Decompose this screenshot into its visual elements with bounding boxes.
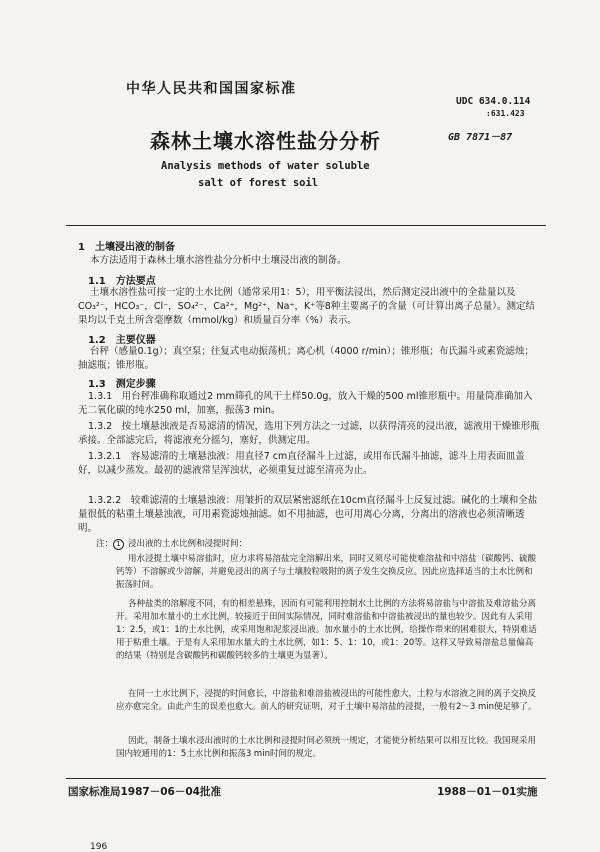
section-1-intro: 本方法适用于森林土壤水溶性盐分分析中土壤浸出液的制备。: [90, 255, 347, 266]
section-1-2-text: 台秤（感量0.1g）；真空泵；往复式电动振荡机；离心机（4000 r/min）；锥形瓶；布氏漏斗或素瓷滤烛；抽滤瓶；锥形瓶。: [78, 346, 534, 371]
national-standard-header: 中华人民共和国国家标准: [126, 81, 297, 97]
header-rule: [66, 225, 546, 226]
section-1-1-text: 土壤水溶性盐可按一定的土水比例（通常采用1：5），用平衡法浸出，然后测定浸出液中的全盐量以及CO₃²⁻，HCO₃⁻，Cl⁻，SO₄²⁻，Ca²⁺，Mg²⁺，Na⁺，K⁺等8种主要离子的含量（可计算出离子总量）。测定结果均以千克土所含毫摩数（mmol/kg）和质量百分率（%）表示。: [78, 287, 536, 326]
document-title-english-line2: salt of forest soil: [198, 177, 319, 189]
note-number-marker: 1: [113, 539, 124, 550]
section-1-heading: 1 土壤浸出液的制备: [78, 242, 175, 253]
approval-date: 国家标准局1987－06－04批准: [68, 786, 221, 798]
document-title-english-line1: Analysis methods of water soluble: [161, 160, 370, 172]
effective-date: 1988－01－01实施: [437, 786, 538, 798]
document-title-chinese: 森林土壤水溶性盐分分析: [150, 129, 381, 153]
udc-code-continued: :631.423: [486, 109, 525, 118]
section-1-1-heading: 1.1 方法要点: [88, 276, 156, 287]
note-paragraph-1: 用水浸提土壤中易溶盐时，应力求将易溶盐完全溶解出来，同时又须尽可能使难溶盐和中溶盐（碳酸钙、硫酸钙等）不溶解或少溶解，并避免浸出的离子与土壤胶粒吸附的离子发生交换反应。因此应选择适当的土水比例和振荡时间。: [116, 554, 537, 590]
gb-standard-number: GB 7871－87: [448, 132, 513, 143]
note-paragraph-2: 各种盐类的溶解度不同，有的相差悬殊，因而有可能利用控制水土比例的方法将易溶盐与中溶盐及难溶盐分离开。采用加水量小的土水比例，较接近于田间实际情况，同时难溶盐和中溶盐被浸出的量也较少。因此有人采用1：2.5，或1：1的土水比例，或采用饱和泥浆浸出液。加水量小的土水比例，给操作带来的困难很大，特别难适用于粘重土壤。于是有人采用加水量大的土水比例，如1：5、1：10，或1：20等。这样又导致易溶盐总量偏高的结果（特别是含碳酸钙和碳酸钙较多的土壤更为显著）。: [116, 599, 537, 661]
section-1-3-2-text: 1.3.2 按土壤悬浊液是否易滤清的情况，选用下列方法之一过滤，以获得清亮的浸出液，滤液用干燥锥形瓶承接。全部滤完后，将滤液充分摇匀，塞好，供测定用。: [78, 421, 540, 446]
section-1-3-heading: 1.3 测定步骤: [88, 379, 156, 390]
section-1-3-2-2-text: 1.3.2.2 较难滤清的土壤悬浊液：用皱折的双层紧密滤纸在10cm直径漏斗上反复过滤。碱化的土壤和全盐量很低的粘重土壤悬浊液，可用素瓷滤烛抽滤。如不用抽滤，也可用离心分离，分离出的溶液也必须清晰透明。: [78, 495, 538, 534]
section-1-3-2-1-text: 1.3.2.1 容易滤清的土壤悬浊液：用直径7 cm直径漏斗上过滤，或用布氏漏斗抽滤，滤斗上用表面皿盖好，以减少蒸发。最初的滤液常呈浑浊状，必须重复过滤至清亮为止。: [78, 451, 525, 476]
footer-rule: [66, 778, 546, 779]
note-block-title: [96, 538, 247, 551]
section-1-2-heading: 1.2 主要仪器: [88, 335, 156, 346]
udc-code: UDC 634.0.114: [456, 96, 531, 107]
note-paragraph-4: 因此，制备土壤水浸出液时的土水比例和浸提时间必须统一规定，才能使分析结果可以相互比较。我国现采用国内较通用的1：5土水比例和振荡3 min时间的规定。: [116, 736, 537, 759]
note-paragraph-3: 在同一土水比例下，浸提的时间愈长，中溶盐和难溶盐被浸出的可能性愈大，土粒与水溶液之间的离子交换反应亦愈完全。由此产生的误差也愈大。前人的研究证明，对于土壤中易溶盐的浸提，一般有2～3 min便足够了。: [116, 689, 537, 712]
page-number: 196: [90, 842, 108, 852]
section-1-3-1-text: 1.3.1 用台秤准确称取通过2 mm筛孔的风干土样50.0g，放入干燥的500 ml锥形瓶中。用量筒准确加入无二氧化碳的纯水250 ml，加塞，振荡3 min。: [78, 391, 533, 416]
note-label: 注：: [96, 539, 114, 549]
note-title: 浸出液的土水比例和浸提时间：: [128, 539, 248, 549]
